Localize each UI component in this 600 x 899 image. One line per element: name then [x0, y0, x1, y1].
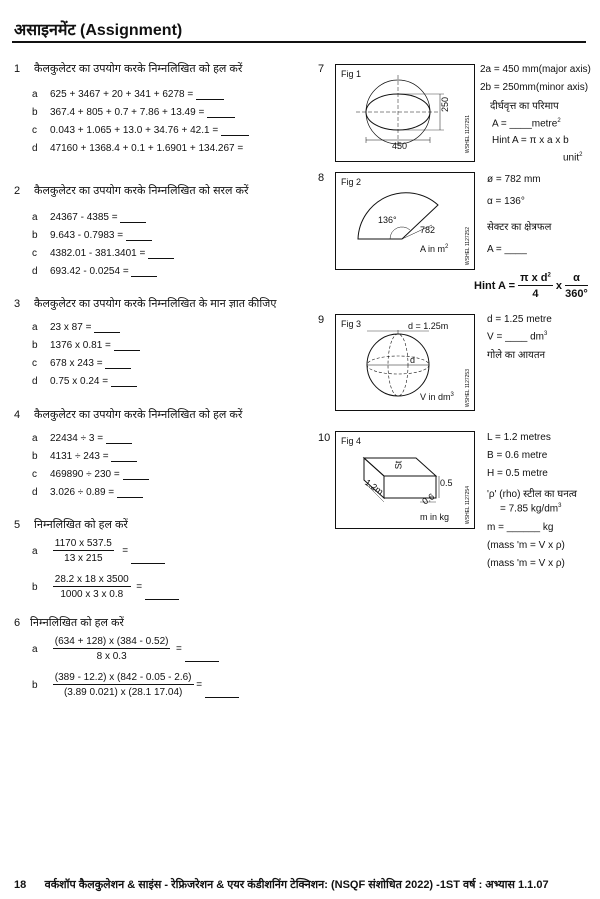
q1-heading: कैलकुलेटर का उपयोग करके निम्नलिखित को हल करें [34, 63, 243, 75]
q9-line2: V = ____ $dm^3$ [487, 331, 548, 343]
q10-line3: H = 0.5 metre [487, 468, 548, 479]
q3-item-d: d 0.75 x 0.24 = [32, 376, 137, 387]
fig3-label: Fig 3 [341, 319, 362, 329]
fig3-diameter: d = 1.25m [408, 321, 449, 331]
q8-line3: सेक्टर का क्षेत्रफल [487, 222, 552, 233]
q10-line4: 'ρ' (rho) स्टील का घनत्व [487, 489, 577, 500]
q8-line4: A = ____ [487, 244, 527, 255]
q4-heading: कैलकुलेटर का उपयोग करके निम्नलिखित को हल करें [34, 409, 243, 421]
fig3-volume: V in $dm^3$ [420, 392, 454, 402]
q3-number: 3 [14, 298, 21, 310]
q7-line6: unit$^2$ [563, 152, 583, 164]
fig2-panel [335, 172, 475, 270]
q4-item-c: c 469890 ÷ 230 = [32, 469, 149, 480]
page-number: 18 [14, 879, 27, 891]
page-title: असाइनमेंट (Assignment) [14, 22, 183, 39]
page-footer [14, 877, 549, 892]
q6-number: 6 [14, 617, 21, 629]
q10-line2: B = 0.6 metre [487, 450, 548, 461]
q9-line3: गोले का आयतन [487, 350, 546, 361]
q7-line1: 2a = 450 mm(major axis) [480, 64, 591, 75]
title-rule [12, 41, 586, 43]
fig1-label: Fig 1 [341, 69, 362, 79]
fig4-width: 0.6 [420, 491, 437, 507]
footer-text: वर्कशॉप कैलकुलेशन & साइंस - रेफ्रिजरेशन & एयर कंडीशनिंग टेक्निशन: (NSQF संशोधित 2022) -1ST वर्ष : अभ्यास 1.1.07 [44, 879, 549, 891]
block-drawing [336, 432, 474, 528]
fig4-height: 0.5 [440, 478, 453, 488]
fig4-mass: m in kg [420, 512, 450, 522]
q1-item-b: b 367.4 + 805 + 0.7 + 7.86 + 13.49 = [32, 107, 235, 118]
q1-item-c: c 0.043 + 1.065 + 13.0 + 34.76 + 42.1 = [32, 125, 249, 136]
fig4-panel [335, 431, 475, 529]
fig4-code: WSHEL 1127254 [465, 486, 471, 525]
q3-item-a: a 23 x 87 = [32, 322, 120, 333]
q8-number: 8 [318, 172, 325, 184]
q9-line1: d = 1.25 metre [487, 314, 552, 325]
q3-item-c: c 678 x 243 = [32, 358, 131, 369]
q6-item-b: b $\frac{(389 - 12.2) x (842 - 0.05 - 2.6)}{(3.89 0.021) x (28.1 17.04)}$ = [32, 672, 239, 698]
q4-number: 4 [14, 409, 21, 421]
q7-line3: दीर्घवृत्त का परिमाप [490, 101, 559, 112]
q6-heading: निम्नलिखित को हल करें [30, 617, 124, 629]
q2-item-b: b 9.643 - 0.7983 = [32, 230, 152, 241]
q1-item-d: d 47160 + 1368.4 + 0.1 + 1.6901 + 134.267 = [32, 143, 244, 154]
q5-item-b: b $\frac{28.2 x 18 x 3500}{1000 x 3 x 0.8}$ = [32, 574, 179, 600]
fig2-code: WSHEL 1127252 [465, 227, 471, 266]
fig3-code: WSHEL 1127253 [465, 369, 471, 408]
fig1-code: WSHEL 1127251 [465, 115, 471, 154]
fig3-panel [335, 314, 475, 411]
q8-line2: α = 136° [487, 196, 525, 207]
fig1-panel [335, 64, 475, 162]
fig2-angle: 136° [378, 215, 397, 225]
q9-number: 9 [318, 314, 325, 326]
fig2-label: Fig 2 [341, 177, 362, 187]
q8-line1: ø = 782 mm [487, 174, 541, 185]
q8-hint: Hint A = $\frac{\pi x d^2}{4}$ x $\frac{\alpha}{360^\circ}$ [474, 272, 588, 300]
q3-heading: कैलकुलेटर का उपयोग करके निम्नलिखित के मान ज्ञात कीजिए [34, 298, 277, 310]
q10-line8: (mass 'm = V x ρ) [487, 558, 565, 569]
q1-number: 1 [14, 63, 21, 75]
fig4-label: Fig 4 [341, 436, 362, 446]
q10-line5: = 7.85 $kg/dm^3$ [500, 503, 562, 515]
q4-item-d: d 3.026 ÷ 0.89 = [32, 487, 143, 498]
fig4-length: 1.2m [362, 477, 386, 497]
q7-line5: Hint A = π x a x b [492, 135, 569, 146]
q4-item-b: b 4131 ÷ 243 = [32, 451, 137, 462]
q5-heading: निम्नलिखित को हल करें [34, 519, 128, 531]
fig3-d: d [410, 355, 416, 365]
sector-drawing [336, 173, 474, 269]
q2-item-a: a 24367 - 4385 = [32, 212, 146, 223]
fig1-height: 250 [440, 97, 450, 113]
fig2-area: A in $m^2$ [420, 244, 449, 254]
q10-line7: (mass 'm = V x ρ) [487, 540, 565, 551]
q2-item-d: d 693.42 - 0.0254 = [32, 266, 157, 277]
q3-item-b: b 1376 x 0.81 = [32, 340, 140, 351]
q2-number: 2 [14, 185, 21, 197]
q6-item-a: a $\frac{(634 + 128) x (384 - 0.52)}{8 x 0.3}$ = [32, 636, 219, 662]
fig4-material: St [393, 460, 404, 470]
q10-number: 10 [318, 432, 331, 444]
q7-line2: 2b = 250mm(minor axis) [480, 82, 589, 93]
q2-heading: कैलकुलेटर का उपयोग करके निम्नलिखित को सरल करें [34, 185, 249, 197]
q1-item-a: a 625 + 3467 + 20 + 341 + 6278 = [32, 89, 224, 100]
q10-line1: L = 1.2 metres [487, 432, 551, 443]
q7-line4: A = ____metre$^2$ [492, 118, 561, 130]
q7-number: 7 [318, 63, 325, 75]
q10-line6: m = ______ kg [487, 522, 554, 533]
q2-item-c: c 4382.01 - 381.3401 = [32, 248, 174, 259]
fig1-width: 450 [392, 141, 408, 151]
q5-number: 5 [14, 519, 21, 531]
q5-item-a: a $\frac{1170 x 537.5}{13 x 215}$ = [32, 538, 165, 564]
q4-item-a: a 22434 ÷ 3 = [32, 433, 132, 444]
fig2-radius: 782 [420, 225, 436, 235]
